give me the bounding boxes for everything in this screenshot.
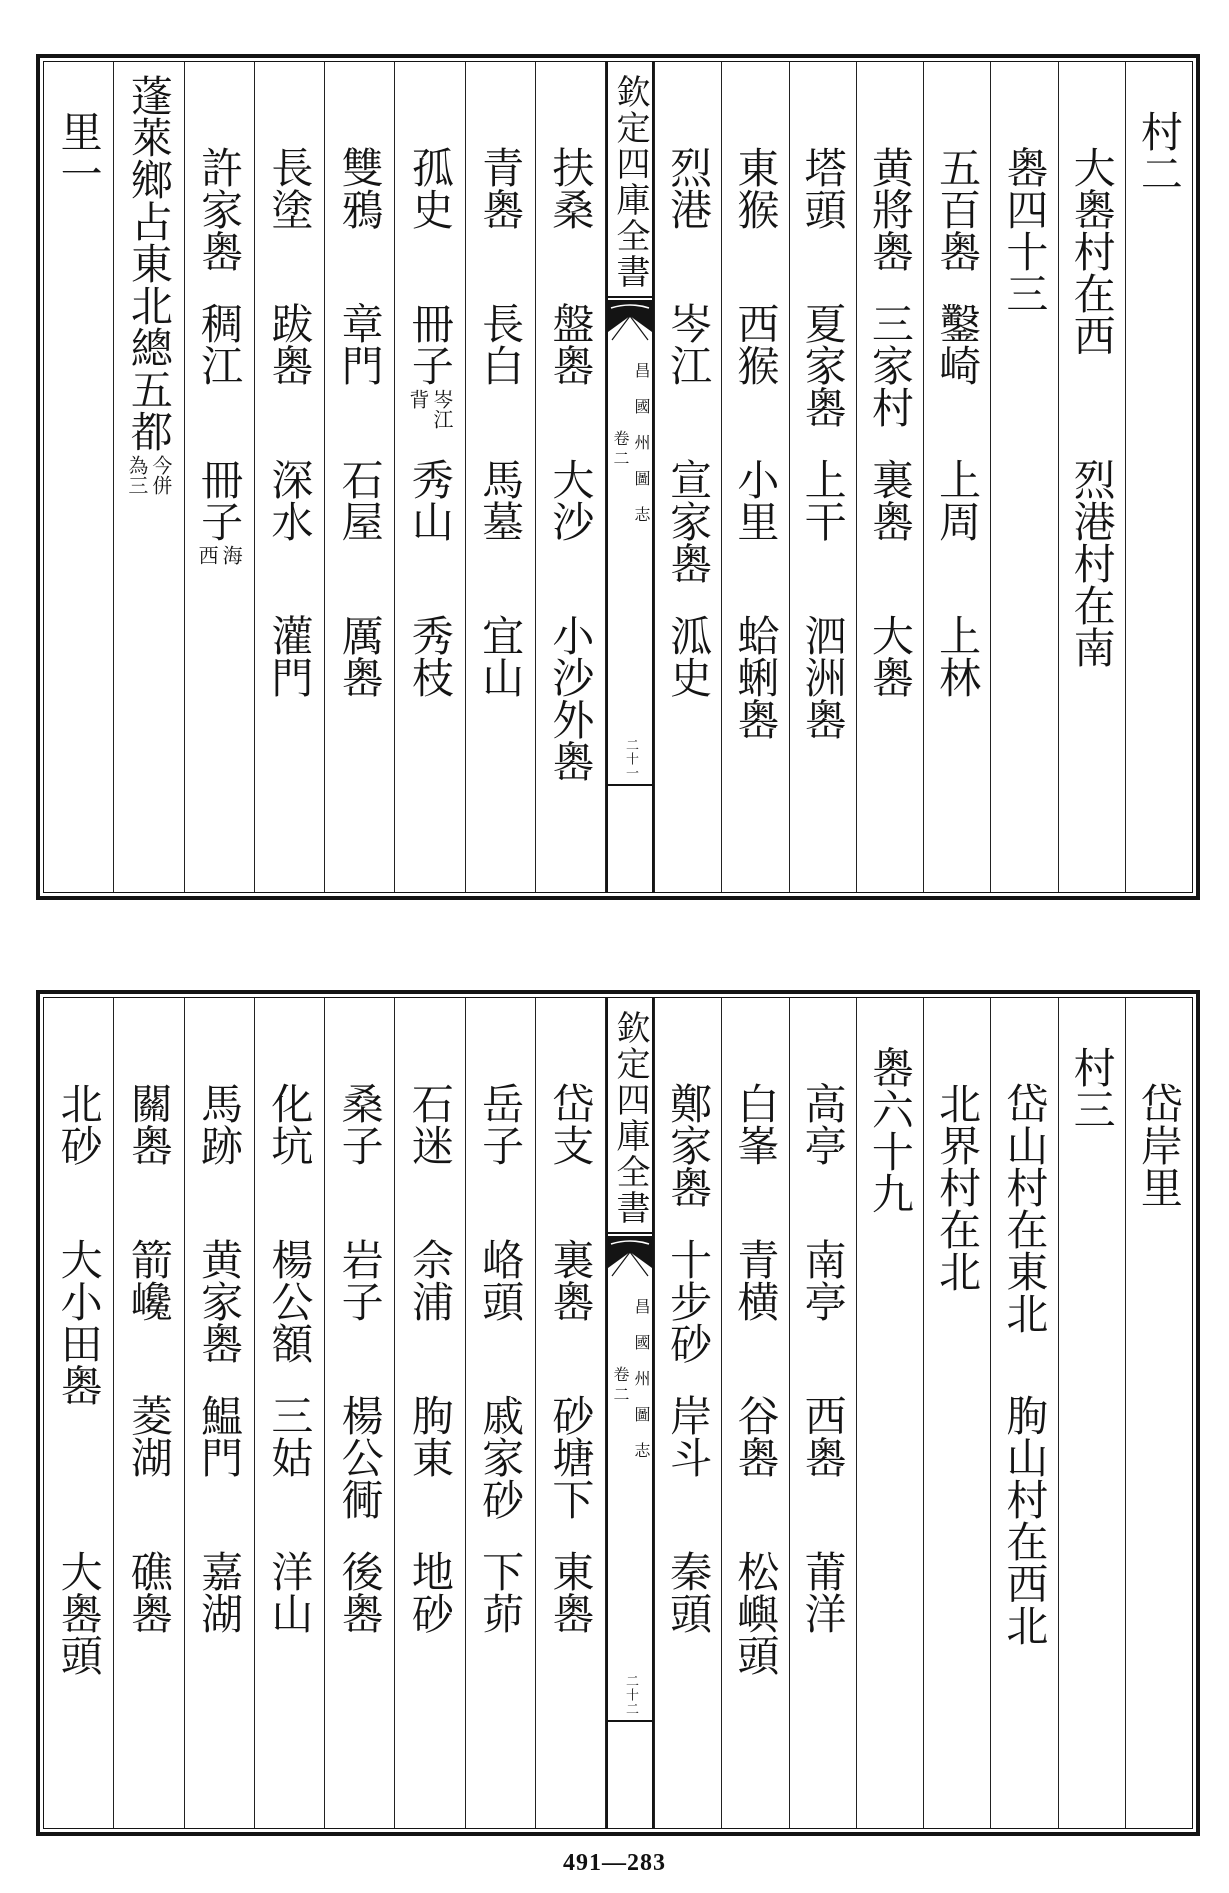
place-name xyxy=(991,1082,1057,1334)
right-half-page xyxy=(654,998,1192,1828)
entry-text: 大沙 xyxy=(546,458,596,542)
place-name xyxy=(185,1394,254,1478)
heading-column xyxy=(44,62,113,892)
heading-column xyxy=(1058,998,1125,1828)
place-name xyxy=(536,1082,605,1166)
entry-column xyxy=(324,998,394,1828)
book-title: 昌國州圖志 xyxy=(632,1298,651,1478)
entry-text: 岱支 xyxy=(546,1082,596,1166)
entry-column xyxy=(789,62,856,892)
center-fold-column xyxy=(606,998,654,1828)
entry-text: 鄭家嶴 xyxy=(664,1082,714,1208)
place-name xyxy=(790,302,856,428)
entry-text: 青嶴 xyxy=(476,146,526,230)
entry-text: 莆洋 xyxy=(798,1550,848,1634)
folio-frame xyxy=(43,61,1193,893)
entry-text: 岸斗 xyxy=(664,1394,714,1478)
entry-text: 雙鴉 xyxy=(335,146,385,230)
place-name xyxy=(255,302,324,386)
left-half-page xyxy=(44,62,606,892)
place-name xyxy=(395,458,464,542)
place-name xyxy=(655,1394,721,1478)
entry-text: 宣家嶴 xyxy=(664,458,714,584)
entry-text: 關嶴 xyxy=(124,1082,174,1166)
fold-rule xyxy=(608,784,652,786)
entry-text: 西嶴 xyxy=(798,1394,848,1478)
place-name xyxy=(790,458,856,542)
place-name xyxy=(536,458,605,542)
place-name xyxy=(114,1550,183,1634)
entry-column xyxy=(113,998,183,1828)
book-title: 昌國州圖志 xyxy=(632,362,651,542)
place-name xyxy=(924,146,990,272)
place-name xyxy=(722,1550,788,1676)
entry-column xyxy=(789,998,856,1828)
double-line-annotation xyxy=(195,545,243,565)
entry-text: 朐山村在西北 xyxy=(1000,1394,1050,1646)
entry-column xyxy=(856,62,923,892)
place-name xyxy=(991,1394,1057,1646)
entry-text: 章門 xyxy=(335,302,385,386)
entry-text: 南亭 xyxy=(798,1238,848,1322)
entry-text: 岱岸里 xyxy=(1134,1082,1184,1208)
right-half-page xyxy=(654,62,1192,892)
place-name xyxy=(466,1238,535,1322)
annotation-line: 背 xyxy=(405,389,430,409)
place-name xyxy=(722,1394,788,1478)
fold-rule xyxy=(608,1720,652,1722)
entry-text: 秀山 xyxy=(405,458,455,542)
place-name xyxy=(536,614,605,782)
entry-column xyxy=(923,62,990,892)
folio-frame xyxy=(43,997,1193,1829)
section-heading xyxy=(1126,110,1192,194)
place-name xyxy=(857,302,923,428)
leaf-number: 二十一 xyxy=(623,738,638,780)
place-name xyxy=(185,302,254,386)
place-name xyxy=(722,302,788,386)
place-name xyxy=(185,1550,254,1634)
entry-column xyxy=(254,998,324,1828)
entry-text: 五百嶴 xyxy=(933,146,983,272)
entry-column xyxy=(990,998,1057,1828)
entry-column xyxy=(184,62,254,892)
annotation-line: 海 xyxy=(219,545,244,565)
place-name xyxy=(857,458,923,542)
entry-text: 大嶴頭 xyxy=(54,1550,104,1676)
entry-text: 西猴 xyxy=(731,302,781,386)
entry-text: 朐東 xyxy=(405,1394,455,1478)
heading-column xyxy=(1125,998,1192,1828)
entry-text: 扶桑 xyxy=(546,146,596,230)
entry-text: 鰛門 xyxy=(195,1394,245,1478)
entry-column xyxy=(923,998,990,1828)
entry-text: 白峯 xyxy=(731,1082,781,1166)
entry-text: 石迷 xyxy=(405,1082,455,1166)
place-name xyxy=(255,1082,324,1166)
place-name xyxy=(255,614,324,698)
entry-text: 黄將嶴 xyxy=(865,146,915,272)
place-name xyxy=(395,302,464,429)
entry-column xyxy=(654,998,721,1828)
series-title: 欽定四庫全書 xyxy=(610,74,650,290)
place-name xyxy=(924,302,990,386)
entry-text: 桑子 xyxy=(335,1082,385,1166)
entry-column xyxy=(535,998,606,1828)
entry-text: 秦頭 xyxy=(664,1550,714,1634)
place-name xyxy=(395,146,464,230)
entry-text: 夏家嶴 xyxy=(798,302,848,428)
place-name xyxy=(722,1238,788,1322)
entry-text: 馬跡 xyxy=(195,1082,245,1166)
entry-text: 泒史 xyxy=(664,614,714,698)
place-name xyxy=(114,1394,183,1478)
entry-text: 烈港 xyxy=(664,146,714,230)
fishtail-mark xyxy=(608,300,652,348)
heading-column xyxy=(113,62,183,892)
entry-text: 嶴六十九 xyxy=(865,1046,915,1214)
place-name xyxy=(466,458,535,542)
entry-column xyxy=(324,62,394,892)
place-name xyxy=(466,302,535,386)
entry-column xyxy=(535,62,606,892)
place-name xyxy=(255,1550,324,1634)
entry-text: 鑿崎 xyxy=(933,302,983,386)
entry-text: 秀枝 xyxy=(405,614,455,698)
place-name xyxy=(924,614,990,698)
entry-column xyxy=(1058,62,1125,892)
fold-rule xyxy=(608,1232,652,1234)
entry-text: 泗洲嶴 xyxy=(798,614,848,740)
entry-text: 松嶼頭 xyxy=(731,1550,781,1676)
place-name xyxy=(395,1082,464,1166)
page-footer-number: 491—283 xyxy=(563,1850,666,1876)
heading-column xyxy=(1125,62,1192,892)
entry-column xyxy=(721,62,788,892)
entry-text: 青横 xyxy=(731,1238,781,1322)
entry-column xyxy=(394,62,464,892)
place-name xyxy=(325,614,394,698)
place-name xyxy=(255,1238,324,1364)
entry-text: 嶴四十三 xyxy=(1000,146,1050,314)
place-name xyxy=(325,1550,394,1634)
place-name xyxy=(466,1082,535,1166)
double-line-annotation xyxy=(125,455,173,495)
entry-text: 石屋 xyxy=(335,458,385,542)
entry-text: 厲嶴 xyxy=(335,614,385,698)
entry-text: 戚家砂 xyxy=(476,1394,526,1520)
entry-text: 馬墓 xyxy=(476,458,526,542)
annotation-line: 為三 xyxy=(124,455,149,495)
place-name xyxy=(395,1238,464,1322)
entry-text: 蓬萊鄉占東北總五都 xyxy=(124,74,174,452)
fold-rule xyxy=(608,296,652,298)
place-name xyxy=(255,458,324,542)
entry-text: 大小田嶴 xyxy=(54,1238,104,1406)
entry-text: 冊子 xyxy=(405,302,455,386)
entry-column xyxy=(465,998,535,1828)
entry-column xyxy=(465,62,535,892)
place-name xyxy=(44,1550,113,1676)
entry-text: 長塗 xyxy=(265,146,315,230)
place-name xyxy=(466,614,535,698)
section-heading xyxy=(114,74,183,495)
entry-text: 楊公額 xyxy=(265,1238,315,1364)
section-heading xyxy=(991,146,1057,314)
entry-text: 三姑 xyxy=(265,1394,315,1478)
entry-text: 長白 xyxy=(476,302,526,386)
place-name xyxy=(44,1082,113,1166)
place-name xyxy=(325,1082,394,1166)
place-name xyxy=(857,614,923,698)
left-half-page xyxy=(44,998,606,1828)
place-name xyxy=(790,1238,856,1322)
entry-text: 大嶴 xyxy=(865,614,915,698)
entry-text: 上周 xyxy=(933,458,983,542)
entry-text: 小沙外嶴 xyxy=(546,614,596,782)
place-name xyxy=(185,1082,254,1166)
place-name xyxy=(790,146,856,230)
place-name xyxy=(722,1082,788,1166)
place-name xyxy=(1059,146,1125,356)
folio-top xyxy=(36,54,1200,900)
juan-number: 卷二 xyxy=(611,1366,630,1406)
entry-text: 嘉湖 xyxy=(195,1550,245,1634)
section-heading xyxy=(1126,1082,1192,1208)
heading-column xyxy=(990,62,1057,892)
entry-text: 砂塘下 xyxy=(546,1394,596,1520)
entry-column xyxy=(184,998,254,1828)
entry-text: 岩子 xyxy=(335,1238,385,1322)
entry-text: 裏嶴 xyxy=(865,458,915,542)
place-name xyxy=(655,614,721,698)
double-line-annotation xyxy=(406,389,454,429)
entry-text: 洋山 xyxy=(265,1550,315,1634)
entry-text: 三家村 xyxy=(865,302,915,428)
place-name xyxy=(325,458,394,542)
fishtail-mark xyxy=(608,1236,652,1284)
entry-text: 冊子 xyxy=(195,458,245,542)
place-name xyxy=(655,458,721,584)
place-name xyxy=(466,1550,535,1634)
place-name xyxy=(395,1394,464,1478)
entry-text: 上干 xyxy=(798,458,848,542)
place-name xyxy=(255,1394,324,1478)
place-name xyxy=(536,302,605,386)
place-name xyxy=(924,1082,990,1292)
place-name xyxy=(185,458,254,565)
entry-text: 深水 xyxy=(265,458,315,542)
annotation-line: 岑江 xyxy=(429,389,454,429)
entry-text: 宜山 xyxy=(476,614,526,698)
entry-text: 十步砂 xyxy=(664,1238,714,1364)
entry-text: 小里 xyxy=(731,458,781,542)
entry-text: 北砂 xyxy=(54,1082,104,1166)
place-name xyxy=(325,1238,394,1322)
place-name xyxy=(722,458,788,542)
entry-text: 孤史 xyxy=(405,146,455,230)
place-name xyxy=(790,1394,856,1478)
place-name xyxy=(466,146,535,230)
entry-text: 岱山村在東北 xyxy=(1000,1082,1050,1334)
center-fold-column xyxy=(606,62,654,892)
place-name xyxy=(325,1394,394,1520)
place-name xyxy=(325,146,394,230)
entry-text: 村二 xyxy=(1134,110,1184,194)
place-name xyxy=(114,1238,183,1322)
section-heading xyxy=(857,1046,923,1214)
entry-text: 菱湖 xyxy=(124,1394,174,1478)
entry-column xyxy=(721,998,788,1828)
entry-text: 地砂 xyxy=(405,1550,455,1634)
entry-text: 谷嶴 xyxy=(731,1394,781,1478)
place-name xyxy=(655,302,721,386)
place-name xyxy=(185,146,254,272)
entry-text: 化坑 xyxy=(265,1082,315,1166)
entry-text: 東嶴 xyxy=(546,1550,596,1634)
entry-text: 峈頭 xyxy=(476,1238,526,1322)
juan-number: 卷二 xyxy=(611,430,630,470)
entry-text: 岳子 xyxy=(476,1082,526,1166)
entry-text: 灌門 xyxy=(265,614,315,698)
series-title: 欽定四庫全書 xyxy=(610,1010,650,1226)
place-name xyxy=(466,1394,535,1520)
entry-text: 烈港村在南 xyxy=(1067,458,1117,668)
entry-text: 大嶴村在西 xyxy=(1067,146,1117,356)
place-name xyxy=(44,1238,113,1406)
entry-text: 跋嶴 xyxy=(265,302,315,386)
entry-text: 下茆 xyxy=(476,1550,526,1634)
entry-text: 村三 xyxy=(1067,1046,1117,1130)
entry-text: 岑江 xyxy=(664,302,714,386)
place-name xyxy=(255,146,324,230)
entry-text: 箭巉 xyxy=(124,1238,174,1322)
place-name xyxy=(114,1082,183,1166)
place-name xyxy=(790,614,856,740)
place-name xyxy=(790,1082,856,1166)
place-name xyxy=(655,1082,721,1208)
place-name xyxy=(924,458,990,542)
entry-text: 礁嶴 xyxy=(124,1550,174,1634)
entry-column xyxy=(254,62,324,892)
entry-text: 里一 xyxy=(54,110,104,194)
entry-text: 許家嶴 xyxy=(195,146,245,272)
entry-column xyxy=(44,998,113,1828)
entry-text: 東猴 xyxy=(731,146,781,230)
entry-column xyxy=(394,998,464,1828)
place-name xyxy=(722,614,788,740)
place-name xyxy=(655,1238,721,1364)
place-name xyxy=(655,1550,721,1634)
place-name xyxy=(536,1394,605,1520)
entry-text: 楊公衕 xyxy=(335,1394,385,1520)
entry-text: 稠江 xyxy=(195,302,245,386)
entry-text: 塔頭 xyxy=(798,146,848,230)
place-name xyxy=(655,146,721,230)
leaf-number: 二十二 xyxy=(623,1674,638,1716)
entry-text: 後嶴 xyxy=(335,1550,385,1634)
place-name xyxy=(395,614,464,698)
section-heading xyxy=(44,110,113,194)
entry-text: 佘浦 xyxy=(405,1238,455,1322)
entry-text: 盤嶴 xyxy=(546,302,596,386)
entry-column xyxy=(654,62,721,892)
section-heading xyxy=(1059,1046,1125,1130)
place-name xyxy=(722,146,788,230)
place-name xyxy=(790,1550,856,1634)
place-name xyxy=(185,1238,254,1364)
place-name xyxy=(1059,458,1125,668)
place-name xyxy=(857,146,923,272)
annotation-line: 西 xyxy=(195,545,220,565)
heading-column xyxy=(856,998,923,1828)
place-name xyxy=(325,302,394,386)
place-name xyxy=(536,1550,605,1634)
entry-text: 高亭 xyxy=(798,1082,848,1166)
entry-text: 上林 xyxy=(933,614,983,698)
entry-text: 裏嶴 xyxy=(546,1238,596,1322)
place-name xyxy=(395,1550,464,1634)
folio-bottom xyxy=(36,990,1200,1836)
entry-text: 蛤蜊嶴 xyxy=(731,614,781,740)
place-name xyxy=(536,1238,605,1322)
annotation-line: 今併 xyxy=(148,455,173,495)
entry-text: 北界村在北 xyxy=(933,1082,983,1292)
place-name xyxy=(536,146,605,230)
entry-text: 黄家嶴 xyxy=(195,1238,245,1364)
